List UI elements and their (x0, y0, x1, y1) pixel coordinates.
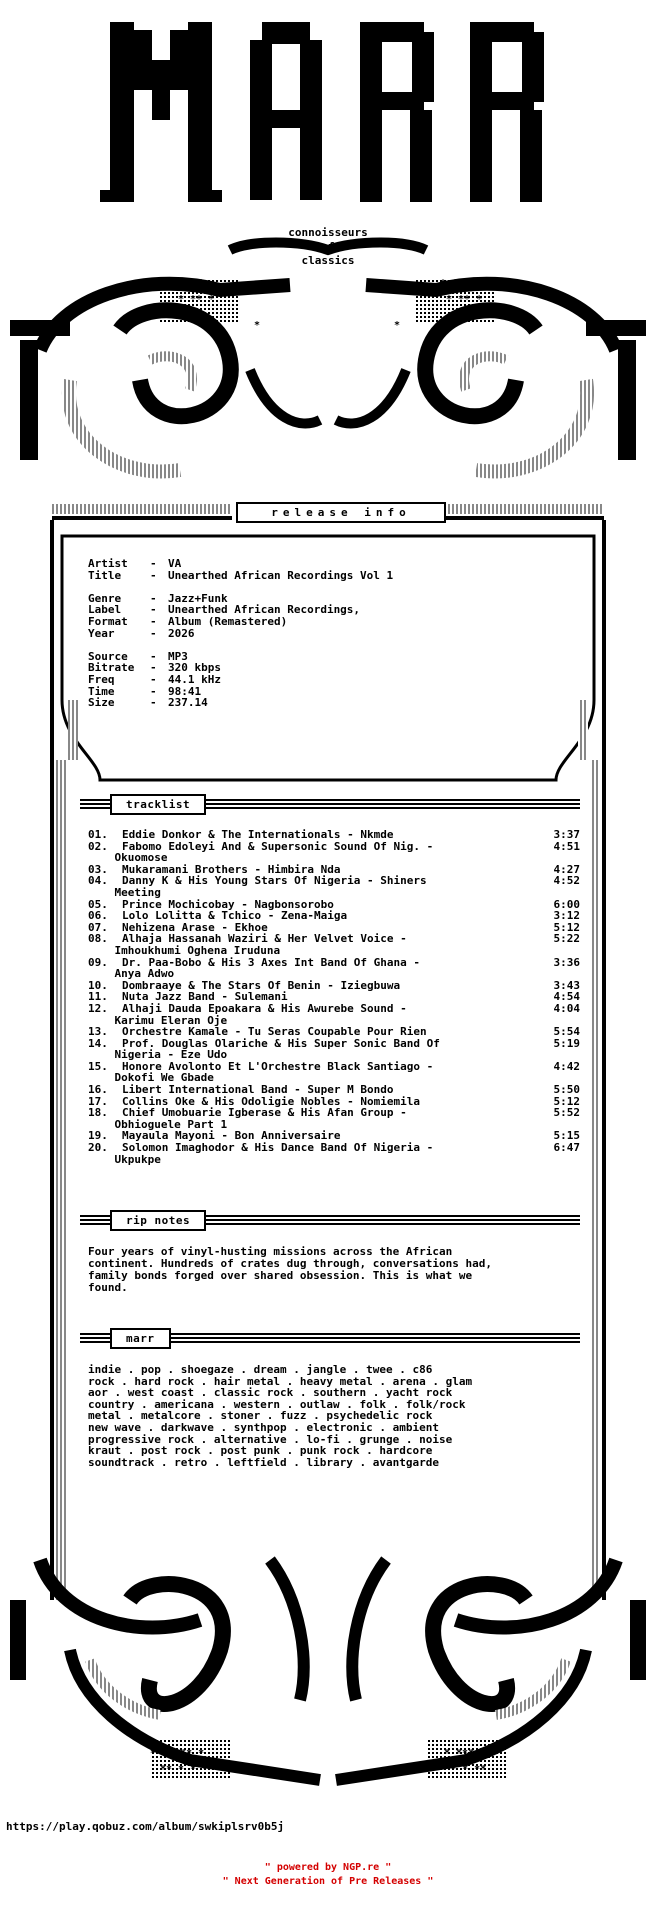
marr-label: marr (110, 1328, 171, 1349)
track-name: Eddie Donkor & The Internationals - Nkmde (122, 828, 394, 841)
track-row (88, 841, 580, 864)
track-number: 04. (88, 874, 108, 888)
info-row (88, 558, 393, 570)
track-number: 11. (88, 990, 108, 1004)
info-row (88, 662, 393, 674)
info-row (88, 616, 393, 628)
info-separator: - (150, 614, 157, 628)
info-row (88, 639, 393, 651)
track-duration: 3:12 (553, 909, 580, 923)
track-name: Fabomo Edoleyi And & Supersonic Sound Of Nig. - Okuomose (114, 839, 434, 865)
tagline: connoisseurs of classics (288, 226, 368, 267)
svg-text:* * *** *: * * *** * (150, 278, 205, 289)
info-separator: - (150, 684, 157, 698)
track-duration: 4:04 (553, 1001, 580, 1015)
track-number: 10. (88, 978, 108, 992)
track-number: 07. (88, 920, 108, 934)
info-separator: - (150, 672, 157, 686)
info-separator: - (150, 603, 157, 617)
info-value: Unearthed African Recordings Vol 1 (168, 568, 394, 582)
track-name: Alhaja Hassanah Waziri & Her Velvet Voice - Imhoukhumi Oghena Iruduna (114, 932, 407, 957)
track-name: Mayaula Mayoni - Bon Anniversaire (122, 1129, 341, 1143)
track-title (88, 1038, 498, 1061)
track-name: Collins Oke & His Odoligie Nobles - Nomiemila (122, 1094, 421, 1108)
track-name: Honore Avolonto Et L'Orchestre Black Santiago - Dokofi We Gbade (114, 1059, 434, 1085)
track-title (88, 1061, 498, 1084)
info-separator: - (150, 568, 157, 582)
info-key: Format (88, 614, 128, 628)
track-row (88, 933, 580, 956)
track-number: 15. (88, 1059, 108, 1073)
track-name: Libert International Band - Super M Bondo (122, 1083, 394, 1097)
svg-text:** * * *: ** * * * (160, 1764, 209, 1775)
info-row (88, 686, 393, 698)
svg-text:* *** * *: * *** * * (444, 1748, 499, 1759)
track-name: Danny K & His Young Stars Of Nigeria - Shiners Meeting (114, 874, 427, 899)
info-row (88, 570, 393, 582)
info-row (88, 581, 393, 593)
track-number: 20. (88, 1141, 108, 1155)
footer-tagline: " Next Generation of Pre Releases " (222, 1876, 434, 1887)
info-key: Bitrate (88, 661, 135, 675)
track-name: Orchestre Kamale - Tu Seras Coupable Pour Rien (122, 1025, 427, 1039)
track-number: 06. (88, 909, 108, 923)
track-duration: 4:52 (553, 874, 580, 888)
release-info (88, 558, 393, 709)
svg-text:*: * (254, 320, 261, 331)
track-duration: 5:19 (553, 1036, 580, 1050)
track-duration: 3:36 (553, 955, 580, 969)
info-separator: - (150, 626, 157, 640)
info-key: Source (88, 649, 128, 663)
svg-text:* * * **: * * * ** (438, 1764, 487, 1775)
track-number: 16. (88, 1083, 108, 1097)
track-row (88, 1061, 580, 1084)
track-number: 01. (88, 828, 108, 841)
track-title (88, 1142, 498, 1165)
info-separator: - (150, 661, 157, 675)
info-row (88, 697, 393, 709)
source-url-link[interactable]: https://play.qobuz.com/album/swkiplsrv0b5j (6, 1820, 285, 1833)
track-number: 03. (88, 862, 108, 876)
svg-text:* *** * *: * *** * * (440, 278, 495, 289)
track-duration: 6:00 (553, 897, 580, 911)
track-duration: 4:54 (553, 990, 580, 1004)
track-name: Chief Umobuarie Igberase & His Afan Group - Obhioguele Part 1 (114, 1106, 407, 1131)
marr-logo (100, 22, 544, 202)
track-number: 13. (88, 1025, 108, 1039)
track-name: Dombraaye & The Stars Of Benin - Iziegbuwa (122, 978, 401, 992)
track-number: 14. (88, 1036, 108, 1050)
track-row (88, 1038, 580, 1061)
track-title (88, 1107, 498, 1130)
info-value: Jazz+Funk (168, 591, 228, 605)
release-info-label: release info (236, 502, 446, 523)
track-name: Mukaramani Brothers - Himbira Nda (122, 862, 341, 876)
track-duration: 5:22 (553, 932, 580, 946)
info-key: Time (88, 684, 115, 698)
track-name: Nuta Jazz Band - Sulemani (122, 990, 288, 1004)
track-title (88, 875, 498, 898)
info-value: 2026 (168, 626, 195, 640)
info-key: Title (88, 568, 122, 582)
track-name: Lolo Lolitta & Tchico - Zena-Maiga (122, 909, 348, 923)
track-duration: 4:27 (553, 862, 580, 876)
track-name: Prof. Douglas Olariche & His Super Sonic Band Of Nigeria - Eze Udo (114, 1036, 440, 1062)
rip-notes-text: Four years of vinyl-husting missions across the African continent. Hundreds of crates dug through, conversations had, family bonds forged over shared obsession. This is what we found. (88, 1245, 492, 1294)
marr-header (80, 1330, 580, 1350)
track-row (88, 957, 580, 980)
track-name: Nehizena Arase - Ekhoe (122, 920, 268, 934)
info-value: 237.14 (168, 696, 208, 710)
info-separator: - (150, 591, 157, 605)
info-value: Unearthed African Recordings, (168, 603, 361, 617)
track-number: 09. (88, 955, 108, 969)
top-ornament-fills (10, 280, 646, 460)
track-row (88, 1003, 580, 1026)
info-separator: - (150, 649, 157, 663)
powered-by-text: " powered by NGP.re " (264, 1862, 392, 1873)
track-name: Solomon Imaghodor & His Dance Band Of Nigeria - Ukpukpe (114, 1141, 434, 1166)
track-number: 19. (88, 1129, 108, 1143)
info-separator: - (150, 557, 157, 570)
svg-text:* ** *: * ** * (178, 294, 215, 305)
track-number: 02. (88, 839, 108, 853)
svg-text:* * *** *: * * *** * (150, 1748, 205, 1759)
track-duration: 5:12 (553, 1094, 580, 1108)
track-duration: 5:15 (553, 1129, 580, 1143)
top-ornament (40, 243, 616, 472)
track-number: 12. (88, 1001, 108, 1015)
info-key: Year (88, 626, 115, 640)
track-row (88, 1142, 580, 1165)
track-number: 05. (88, 897, 108, 911)
info-value: 98:41 (168, 684, 202, 698)
track-title (88, 933, 498, 956)
info-value: VA (168, 557, 182, 570)
info-key: Size (88, 696, 115, 710)
bottom-ornament (40, 1560, 616, 1780)
track-title (88, 841, 498, 864)
svg-text:*: * (394, 320, 401, 331)
info-value: 320 kbps (168, 661, 221, 675)
track-name: Prince Mochicobay - Nagbonsorobo (122, 897, 334, 911)
track-title (88, 1003, 498, 1026)
info-separator: - (150, 696, 157, 710)
track-duration: 3:37 (553, 828, 580, 841)
info-row (88, 674, 393, 686)
track-row (88, 1107, 580, 1130)
track-duration: 5:12 (553, 920, 580, 934)
info-key: Artist (88, 557, 128, 570)
track-number: 17. (88, 1094, 108, 1108)
info-row (88, 628, 393, 640)
info-value: 44.1 kHz (168, 672, 221, 686)
info-value: MP3 (168, 649, 188, 663)
rip-notes-label: rip notes (110, 1210, 206, 1231)
tracklist (88, 829, 580, 1165)
info-key: Genre (88, 591, 122, 605)
track-duration: 5:54 (553, 1025, 580, 1039)
track-number: 18. (88, 1106, 108, 1120)
track-row (88, 875, 580, 898)
track-duration: 3:43 (553, 978, 580, 992)
track-duration: 6:47 (553, 1141, 580, 1155)
svg-text:* ** *: * ** * (446, 294, 483, 305)
info-key: Label (88, 603, 122, 617)
track-number: 08. (88, 932, 108, 946)
rip-notes-header (80, 1212, 580, 1232)
track-duration: 5:50 (553, 1083, 580, 1097)
track-duration: 4:51 (553, 839, 580, 853)
track-duration: 4:42 (553, 1059, 580, 1073)
track-name: Dr. Paa-Bobo & His 3 Axes Int Band Of Ghana - Anya Adwo (114, 955, 421, 981)
track-title (88, 957, 498, 980)
track-duration: 5:52 (553, 1106, 580, 1120)
info-value: Album (Remastered) (168, 614, 288, 628)
info-key: Freq (88, 672, 115, 686)
genre-list: indie . pop . shoegaze . dream . jangle . twee . c86 rock . hard rock . hair metal . heavy metal . arena . glam aor . west coast . classic rock . southern . yacht rock country . americana . western . outlaw . folk . folk/rock metal . metalcore . stoner . fuzz . psychedelic rock new wave . darkwave . synthpop . electronic . ambient progressive rock . alternative . lo-fi . grunge . noise kraut . post rock . post punk . punk rock . hardcore soundtrack . retro . leftfield . library . avantgarde (88, 1363, 473, 1469)
track-name: Alhaji Dauda Epoakara & His Awurebe Sound - Karimu Eleran Oje (114, 1001, 407, 1027)
tracklist-header (80, 796, 580, 816)
tracklist-label: tracklist (110, 794, 206, 815)
